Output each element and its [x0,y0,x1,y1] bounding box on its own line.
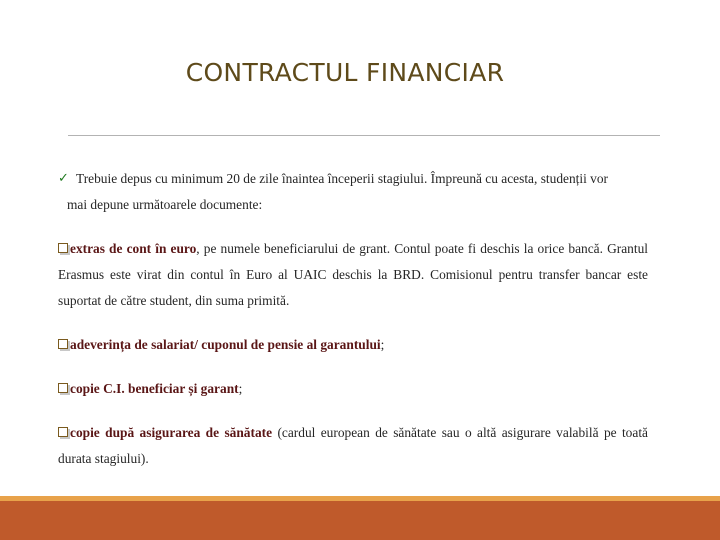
slide-title: CONTRACTUL FINANCIAR [185,58,505,87]
item-text: (cardul european de sănătate sau o altă asigurare valabilă pe toată durata stagiului). [58,425,648,466]
square-bullet-icon [58,243,68,253]
footer-bar [0,496,720,540]
item-bold-text: copie după asigurarea de sănătate [70,425,273,440]
square-bullet-icon [58,383,68,393]
item-bold-text: adeverința de salariat/ cuponul de pensie al garantului [70,337,381,352]
intro-line-1: Trebuie depus cu minimum 20 de zile înaintea începerii stagiului. Împreună cu acesta, studenții vor [76,171,609,186]
item-bold-text: copie C.I. beneficiar și garant [70,381,239,396]
title-divider [68,135,660,136]
list-item [58,376,648,402]
item-text: , pe numele beneficiarului de grant. Contul poate fi deschis la orice bancă. Grantul Erasmus este virat din contul în Euro al UAIC deschis la BRD. Comisionul pentru transfer bancar este suportat de către student, din suma primită. [58,241,648,308]
footer-accent-line [0,496,720,501]
checkmark-icon: ✓ [58,171,69,186]
square-bullet-icon [58,427,68,437]
list-item [58,332,648,358]
intro-line-2: mai depune următoarele documente: [67,197,263,212]
slide-body [58,166,648,490]
list-item [58,420,648,472]
item-bold-text: extras de cont în euro [70,241,197,256]
item-text: ; [380,337,385,352]
item-text: ; [238,381,243,396]
square-bullet-icon [58,339,68,349]
intro-paragraph [58,166,648,218]
list-item [58,236,648,314]
